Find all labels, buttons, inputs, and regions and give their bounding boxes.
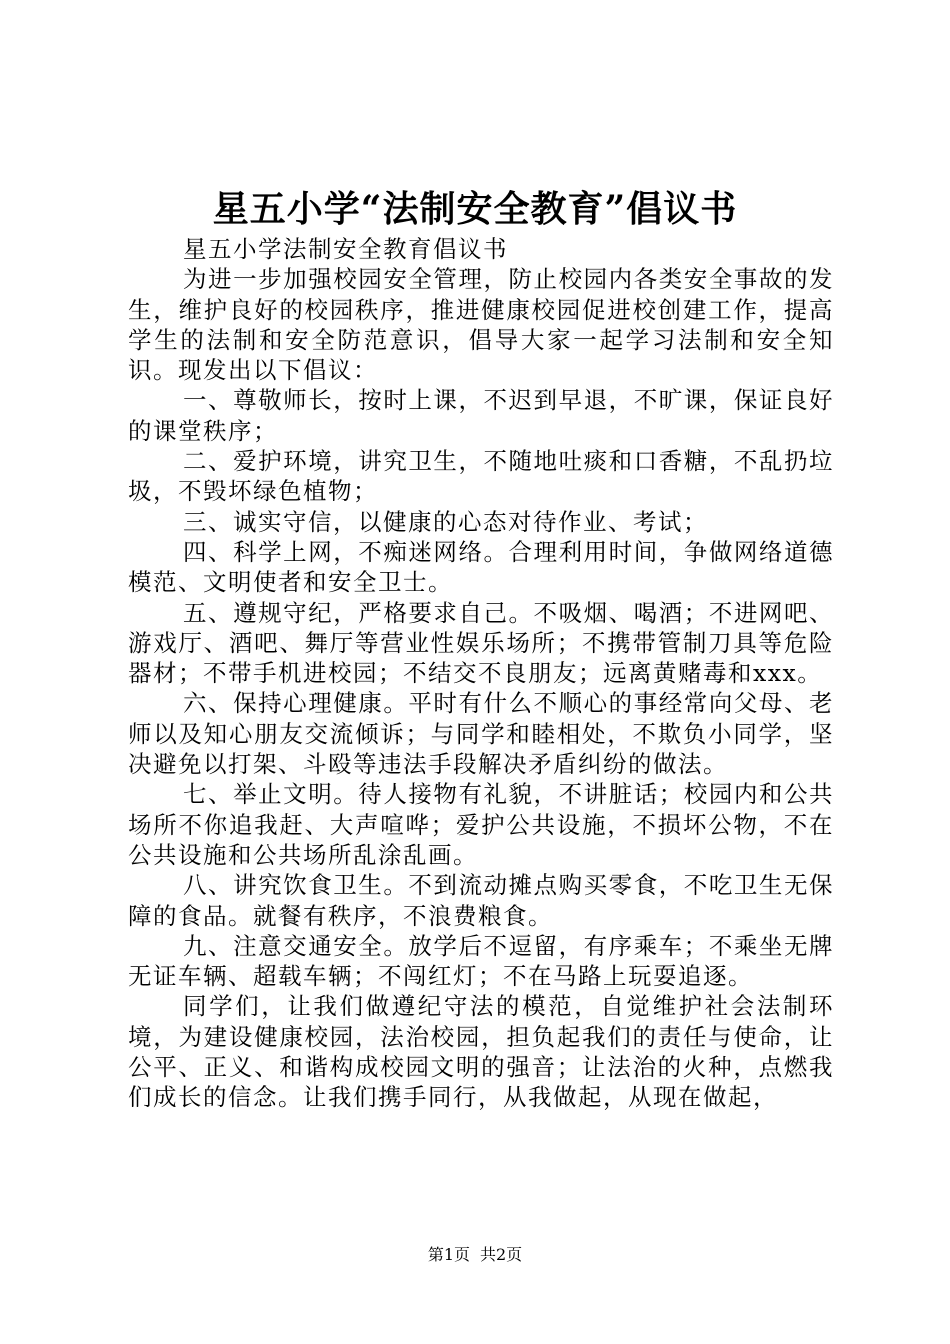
page-number-current: 第1页 xyxy=(427,1245,470,1264)
paragraph-item-4: 四、科学上网，不痴迷网络。合理利用时间，争做网络道德模范、文明使者和安全卫士。 xyxy=(128,537,834,597)
paragraph-item-8: 八、讲究饮食卫生。不到流动摊点购买零食，不吃卫生无保障的食品。就餐有秩序，不浪费粮食。 xyxy=(128,871,834,930)
paragraph-item-6: 六、保持心理健康。平时有什么不顺心的事经常向父母、老师以及知心朋友交流倾诉；与同学和睦相处，不欺负小同学，坚决避免以打架、斗殴等违法手段解决矛盾纠纷的做法。 xyxy=(128,689,834,779)
paragraph-item-5: 五、遵规守纪，严格要求自己。不吸烟、喝酒；不进网吧、游戏厅、酒吧、舞厅等营业性娱乐场所；不携带管制刀具等危险器材；不带手机进校园；不结交不良朋友；远离黄赌毒和xxx。 xyxy=(128,598,834,688)
paragraph-subtitle: 星五小学法制安全教育倡议书 xyxy=(183,235,508,263)
document-title: 星五小学“法制安全教育”倡议书 xyxy=(212,188,738,230)
page-footer xyxy=(0,1244,950,1266)
paragraph-item-2: 二、爱护环境，讲究卫生，不随地吐痰和口香糖，不乱扔垃圾，不毁坏绿色植物； xyxy=(128,447,834,506)
paragraph-item-7: 七、举止文明。待人接物有礼貌，不讲脏话；校园内和公共场所不你追我赶、大声喧哗；爱护公共设施，不损坏公物，不在公共设施和公共场所乱涂乱画。 xyxy=(128,780,834,869)
paragraph-item-1: 一、尊敬师长，按时上课，不迟到早退，不旷课，保证良好的课堂秩序； xyxy=(128,386,834,445)
paragraph-item-9: 九、注意交通安全。放学后不逗留，有序乘车；不乘坐无牌无证车辆、超载车辆；不闯红灯；不在马路上玩耍追逐。 xyxy=(128,931,834,991)
page-number-total: 共2页 xyxy=(480,1245,523,1264)
paragraph-item-3: 三、诚实守信，以健康的心态对待作业、考试； xyxy=(183,507,708,536)
paragraph-closing: 同学们，让我们做遵纪守法的模范，自觉维护社会法制环境，为建设健康校园，法治校园，担负起我们的责任与使命，让公平、正义、和谐构成校园文明的强音；让法治的火种，点燃我们成长的信念。让我们携手同行，从我做起，从现在做起， xyxy=(128,992,834,1112)
paragraph-intro: 为进一步加强校园安全管理，防止校园内各类安全事故的发生，维护良好的校园秩序，推进健康校园促进校创建工作，提高学生的法制和安全防范意识，倡导大家一起学习法制和安全知识。现发出以下倡议： xyxy=(128,265,834,385)
document-body xyxy=(128,234,834,1113)
